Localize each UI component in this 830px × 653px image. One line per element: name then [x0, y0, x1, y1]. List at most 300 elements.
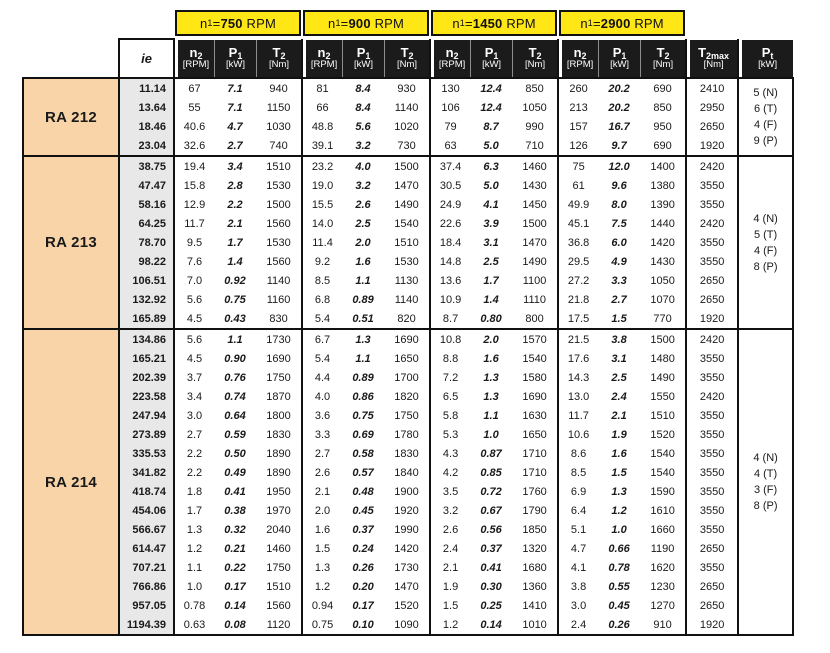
- n2-value: 3.8: [558, 577, 598, 596]
- t2-value: 1820: [384, 387, 430, 406]
- t2-value: 1430: [640, 252, 686, 271]
- p1-value: 1.9: [598, 425, 640, 444]
- ie-value: 132.92: [119, 290, 174, 309]
- t2-value: 1420: [384, 539, 430, 558]
- p1-value: 0.78: [598, 558, 640, 577]
- n2-value: 7.0: [174, 271, 214, 290]
- table-row: [23, 444, 793, 463]
- n2-value: 3.5: [430, 482, 470, 501]
- n2-value: 3.6: [302, 406, 342, 425]
- p1-value: 0.85: [470, 463, 512, 482]
- p1-value: 2.5: [598, 368, 640, 387]
- t2-value: 850: [512, 78, 558, 98]
- t2-value: 1570: [512, 329, 558, 349]
- n2-value: 4.5: [174, 349, 214, 368]
- n2-value: 15.8: [174, 176, 214, 195]
- t2max-value: 3550: [686, 463, 738, 482]
- p1-value: 3.1: [470, 233, 512, 252]
- model-label: RA 214: [23, 329, 119, 635]
- table-row: [23, 156, 793, 176]
- n2-value: 8.6: [558, 444, 598, 463]
- table-row: [23, 368, 793, 387]
- t2max-value: 2650: [686, 290, 738, 309]
- t2-value: 1490: [640, 368, 686, 387]
- n2-value: 10.8: [430, 329, 470, 349]
- n2-value: 3.7: [174, 368, 214, 387]
- n2-value: 2.4: [558, 615, 598, 635]
- p1-value: 1.4: [470, 290, 512, 309]
- t2-value: 1690: [384, 329, 430, 349]
- n2-value: 1.7: [174, 501, 214, 520]
- n2-value: 81: [302, 78, 342, 98]
- t2-value: 1470: [384, 577, 430, 596]
- table-row: [23, 482, 793, 501]
- t2max-value: 3550: [686, 195, 738, 214]
- n2-value: 29.5: [558, 252, 598, 271]
- p1-value: 3.8: [598, 329, 640, 349]
- n2-value: 15.5: [302, 195, 342, 214]
- n2-value: 2.6: [302, 463, 342, 482]
- p1-value: 0.22: [214, 558, 256, 577]
- n2-value: 21.5: [558, 329, 598, 349]
- t2-value: 1480: [640, 349, 686, 368]
- n2-value: 63: [430, 136, 470, 156]
- t2-value: 1510: [384, 233, 430, 252]
- p1-value: 3.1: [598, 349, 640, 368]
- p1-value: 1.2: [598, 501, 640, 520]
- table-row: [23, 406, 793, 425]
- t2-value: 1010: [512, 615, 558, 635]
- pt-value: 5 (N): [753, 87, 778, 99]
- table-row: [23, 195, 793, 214]
- t2-value: 1050: [640, 271, 686, 290]
- t2max-value: 3550: [686, 558, 738, 577]
- ie-value: 64.25: [119, 214, 174, 233]
- p1-value: 0.26: [342, 558, 384, 577]
- p1-value: 6.3: [470, 156, 512, 176]
- t2-value: 770: [640, 309, 686, 329]
- t2-value: 1070: [640, 290, 686, 309]
- n2-value: 75: [558, 156, 598, 176]
- t2-value: 1660: [640, 520, 686, 539]
- n2-value: 10.6: [558, 425, 598, 444]
- ie-value: 223.58: [119, 387, 174, 406]
- t2-value: 1270: [640, 596, 686, 615]
- n2-value: 213: [558, 98, 598, 117]
- t2-value: 990: [512, 117, 558, 136]
- t2-value: 1090: [384, 615, 430, 635]
- t2-value: 1450: [512, 195, 558, 214]
- table-row: [23, 596, 793, 615]
- t2-value: 1700: [384, 368, 430, 387]
- n2-value: 12.9: [174, 195, 214, 214]
- t2-value: 1140: [384, 290, 430, 309]
- t2max-value: 3550: [686, 406, 738, 425]
- t2-value: 1840: [384, 463, 430, 482]
- t2-value: 1580: [512, 368, 558, 387]
- p1-value: 8.4: [342, 78, 384, 98]
- p1-value: 12.0: [598, 156, 640, 176]
- p1-value: 0.90: [214, 349, 256, 368]
- p1-value: 1.1: [342, 271, 384, 290]
- ie-value: 165.21: [119, 349, 174, 368]
- t2-value: 1130: [384, 271, 430, 290]
- n2-value: 8.5: [302, 271, 342, 290]
- ie-value: 1194.39: [119, 615, 174, 635]
- n2-value: 5.3: [430, 425, 470, 444]
- t2-value: 1730: [384, 558, 430, 577]
- t2-value: 1320: [512, 539, 558, 558]
- n2-value: 55: [174, 98, 214, 117]
- p1-value: 0.56: [470, 520, 512, 539]
- t2-value: 1730: [256, 329, 302, 349]
- pt-block: [738, 329, 793, 635]
- n2-value: 2.7: [174, 425, 214, 444]
- p1-value: 1.1: [470, 406, 512, 425]
- p1-value: 3.2: [342, 136, 384, 156]
- table-row: [23, 309, 793, 329]
- t2-value: 1230: [640, 577, 686, 596]
- t2max-value: 2420: [686, 214, 738, 233]
- t2-value: 1400: [640, 156, 686, 176]
- n2-value: 5.1: [558, 520, 598, 539]
- speed-group-label: n 1 = 1450 RPM: [431, 10, 557, 36]
- n2-value: 23.2: [302, 156, 342, 176]
- p1-value: 0.75: [342, 406, 384, 425]
- n2-value: 1.0: [174, 577, 214, 596]
- p1-value: 0.21: [214, 539, 256, 558]
- n2-value: 2.2: [174, 444, 214, 463]
- p1-value: 8.4: [342, 98, 384, 117]
- n2-value: 1.2: [302, 577, 342, 596]
- t2-value: 820: [384, 309, 430, 329]
- table-header: [23, 10, 793, 78]
- p1-value: 0.69: [342, 425, 384, 444]
- t2-value: 1530: [256, 176, 302, 195]
- n2-value: 5.6: [174, 329, 214, 349]
- p1-value: 20.2: [598, 78, 640, 98]
- n2-value: 45.1: [558, 214, 598, 233]
- p1-value: 0.45: [342, 501, 384, 520]
- n2-value: 67: [174, 78, 214, 98]
- table-row: [23, 329, 793, 349]
- t2-value: 1560: [256, 596, 302, 615]
- t2-value: 1490: [512, 252, 558, 271]
- t2max-value: 2950: [686, 98, 738, 117]
- p1-value: 2.6: [342, 195, 384, 214]
- t2-value: 1530: [384, 252, 430, 271]
- pt-value: 4 (N): [753, 452, 778, 464]
- p1-value: 16.7: [598, 117, 640, 136]
- n2-value: 32.6: [174, 136, 214, 156]
- col-header-p1: $P_1$ [kW]: [214, 39, 256, 78]
- n2-value: 11.7: [174, 214, 214, 233]
- n2-value: 30.5: [430, 176, 470, 195]
- t2-value: 1120: [256, 615, 302, 635]
- n2-value: 4.0: [302, 387, 342, 406]
- n2-value: 6.8: [302, 290, 342, 309]
- t2-value: 710: [512, 136, 558, 156]
- t2-value: 1510: [256, 156, 302, 176]
- p1-value: 0.45: [598, 596, 640, 615]
- p1-value: 0.37: [342, 520, 384, 539]
- t2-value: 800: [512, 309, 558, 329]
- t2-value: 1460: [256, 539, 302, 558]
- t2-value: 1530: [256, 233, 302, 252]
- n2-value: 17.6: [558, 349, 598, 368]
- table-row: [23, 290, 793, 309]
- pt-value: 4 (T): [753, 468, 778, 480]
- t2-value: 690: [640, 136, 686, 156]
- p1-value: 1.6: [342, 252, 384, 271]
- p1-value: 7.5: [598, 214, 640, 233]
- n2-value: 4.4: [302, 368, 342, 387]
- n2-value: 37.4: [430, 156, 470, 176]
- n2-value: 19.0: [302, 176, 342, 195]
- t2-value: 1380: [640, 176, 686, 195]
- ie-value: 23.04: [119, 136, 174, 156]
- table-row: [23, 387, 793, 406]
- t2-value: 1430: [512, 176, 558, 195]
- t2-value: 1590: [640, 482, 686, 501]
- col-header-pt: $P_t$ [kW]: [738, 39, 793, 78]
- p1-value: 0.72: [470, 482, 512, 501]
- ie-value: 134.86: [119, 329, 174, 349]
- n2-value: 2.1: [302, 482, 342, 501]
- p1-value: 3.9: [470, 214, 512, 233]
- p1-value: 2.8: [214, 176, 256, 195]
- n2-value: 21.8: [558, 290, 598, 309]
- p1-value: 1.1: [342, 349, 384, 368]
- n2-value: 9.2: [302, 252, 342, 271]
- n2-value: 27.2: [558, 271, 598, 290]
- t2max-value: 2420: [686, 329, 738, 349]
- t2-value: 1510: [256, 577, 302, 596]
- table-row: [23, 463, 793, 482]
- n2-value: 0.94: [302, 596, 342, 615]
- t2-value: 1050: [512, 98, 558, 117]
- col-header-p1: $P_1$ [kW]: [342, 39, 384, 78]
- t2-value: 1610: [640, 501, 686, 520]
- t2-value: 1390: [640, 195, 686, 214]
- model-label: RA 212: [23, 78, 119, 156]
- table-row: [23, 349, 793, 368]
- ie-value: 766.86: [119, 577, 174, 596]
- ie-value: 58.16: [119, 195, 174, 214]
- table-row: [23, 233, 793, 252]
- n2-value: 7.2: [430, 368, 470, 387]
- column-header-row: [23, 39, 793, 78]
- pt-value: 3 (F): [753, 484, 778, 496]
- t2-value: 1690: [512, 387, 558, 406]
- t2-value: 1500: [512, 214, 558, 233]
- model-header-spacer: [23, 39, 119, 78]
- t2-value: 1920: [384, 501, 430, 520]
- t2-value: 1630: [512, 406, 558, 425]
- n2-value: 18.4: [430, 233, 470, 252]
- t2max-value: 2650: [686, 539, 738, 558]
- n2-value: 2.0: [302, 501, 342, 520]
- p1-value: 1.3: [470, 387, 512, 406]
- speed-group-header: [430, 10, 558, 39]
- n2-value: 260: [558, 78, 598, 98]
- t2-value: 1540: [384, 214, 430, 233]
- pt-value: 4 (F): [753, 119, 778, 131]
- n2-value: 8.8: [430, 349, 470, 368]
- t2max-value: 1920: [686, 615, 738, 635]
- p1-value: 5.6: [342, 117, 384, 136]
- n2-value: 6.7: [302, 329, 342, 349]
- t2-value: 1830: [384, 444, 430, 463]
- speed-group-header: [302, 10, 430, 39]
- t2-value: 1540: [640, 444, 686, 463]
- n2-value: 3.3: [302, 425, 342, 444]
- n2-value: 3.2: [430, 501, 470, 520]
- t2-value: 940: [256, 78, 302, 98]
- t2-value: 1540: [512, 349, 558, 368]
- t2-value: 830: [256, 309, 302, 329]
- t2-value: 1870: [256, 387, 302, 406]
- table-row: [23, 252, 793, 271]
- ie-value: 566.67: [119, 520, 174, 539]
- p1-value: 0.30: [470, 577, 512, 596]
- t2-value: 1710: [512, 463, 558, 482]
- t2-value: 1540: [640, 463, 686, 482]
- p1-value: 2.1: [214, 214, 256, 233]
- p1-value: 0.55: [598, 577, 640, 596]
- n2-value: 0.78: [174, 596, 214, 615]
- n2-value: 4.5: [174, 309, 214, 329]
- col-header-t2: $T_2$ [Nm]: [256, 39, 302, 78]
- t2-value: 1100: [512, 271, 558, 290]
- t2-value: 1470: [384, 176, 430, 195]
- t2max-value: 3550: [686, 425, 738, 444]
- t2max-value: 2410: [686, 78, 738, 98]
- t2-value: 1160: [256, 290, 302, 309]
- ie-value: 78.70: [119, 233, 174, 252]
- pt-value: 6 (T): [753, 103, 778, 115]
- p1-value: 0.24: [342, 539, 384, 558]
- t2-value: 1020: [384, 117, 430, 136]
- speed-group-header: [558, 10, 686, 39]
- p1-value: 1.1: [214, 329, 256, 349]
- t2-value: 1500: [256, 195, 302, 214]
- p1-value: 2.0: [470, 329, 512, 349]
- t2max-value: 2650: [686, 577, 738, 596]
- t2-value: 1410: [512, 596, 558, 615]
- p1-value: 0.76: [214, 368, 256, 387]
- p1-value: 0.92: [214, 271, 256, 290]
- t2-value: 740: [256, 136, 302, 156]
- p1-value: 0.37: [470, 539, 512, 558]
- n2-value: 3.4: [174, 387, 214, 406]
- t2-value: 1950: [256, 482, 302, 501]
- n2-value: 4.7: [558, 539, 598, 558]
- t2-value: 1850: [512, 520, 558, 539]
- n2-value: 0.75: [302, 615, 342, 635]
- t2-value: 1520: [384, 596, 430, 615]
- table-row: [23, 425, 793, 444]
- t2max-value: 2650: [686, 271, 738, 290]
- t2-value: 1360: [512, 577, 558, 596]
- p1-value: 2.5: [470, 252, 512, 271]
- n2-value: 79: [430, 117, 470, 136]
- n2-value: 49.9: [558, 195, 598, 214]
- p1-value: 7.1: [214, 78, 256, 98]
- p1-value: 0.41: [470, 558, 512, 577]
- t2-value: 1110: [512, 290, 558, 309]
- speed-group-label: n 1 = 2900 RPM: [559, 10, 685, 36]
- ie-value: 454.06: [119, 501, 174, 520]
- t2-value: 1150: [256, 98, 302, 117]
- p1-value: 0.57: [342, 463, 384, 482]
- n2-value: 2.2: [174, 463, 214, 482]
- ie-value: 707.21: [119, 558, 174, 577]
- n2-value: 8.7: [430, 309, 470, 329]
- p1-value: 0.80: [470, 309, 512, 329]
- p1-value: 0.87: [470, 444, 512, 463]
- table-row: [23, 577, 793, 596]
- p1-value: 0.66: [598, 539, 640, 558]
- t2max-value: 2650: [686, 596, 738, 615]
- n2-value: 14.3: [558, 368, 598, 387]
- n2-value: 19.4: [174, 156, 214, 176]
- t2-value: 1510: [640, 406, 686, 425]
- p1-value: 2.5: [342, 214, 384, 233]
- n2-value: 40.6: [174, 117, 214, 136]
- speed-group-label: n 1 = 750 RPM: [175, 10, 301, 36]
- speed-header-row: [23, 10, 793, 39]
- table-row: [23, 271, 793, 290]
- p1-value: 0.86: [342, 387, 384, 406]
- p1-value: 2.1: [598, 406, 640, 425]
- p1-value: 0.89: [342, 290, 384, 309]
- right-spacer: [686, 10, 738, 39]
- t2-value: 1490: [384, 195, 430, 214]
- ie-value: 247.94: [119, 406, 174, 425]
- n2-value: 11.4: [302, 233, 342, 252]
- spec-table: [22, 10, 794, 636]
- ie-value: 957.05: [119, 596, 174, 615]
- p1-value: 0.25: [470, 596, 512, 615]
- t2-value: 1710: [512, 444, 558, 463]
- p1-value: 8.0: [598, 195, 640, 214]
- ie-value: 165.89: [119, 309, 174, 329]
- n2-value: 36.8: [558, 233, 598, 252]
- p1-value: 5.0: [470, 136, 512, 156]
- table-row: [23, 117, 793, 136]
- p1-value: 12.4: [470, 98, 512, 117]
- p1-value: 0.41: [214, 482, 256, 501]
- p1-value: 0.26: [598, 615, 640, 635]
- ie-value: 202.39: [119, 368, 174, 387]
- n2-value: 61: [558, 176, 598, 195]
- p1-value: 4.9: [598, 252, 640, 271]
- col-header-n2: $n_2$ [RPM]: [558, 39, 598, 78]
- p1-value: 12.4: [470, 78, 512, 98]
- t2-value: 690: [640, 78, 686, 98]
- t2max-value: 2420: [686, 156, 738, 176]
- t2-value: 1460: [512, 156, 558, 176]
- t2-value: 1470: [512, 233, 558, 252]
- t2-value: 1500: [640, 329, 686, 349]
- t2-value: 1620: [640, 558, 686, 577]
- table-row: [23, 615, 793, 635]
- n2-value: 130: [430, 78, 470, 98]
- n2-value: 2.4: [430, 539, 470, 558]
- t2-value: 1780: [384, 425, 430, 444]
- t2-value: 1550: [640, 387, 686, 406]
